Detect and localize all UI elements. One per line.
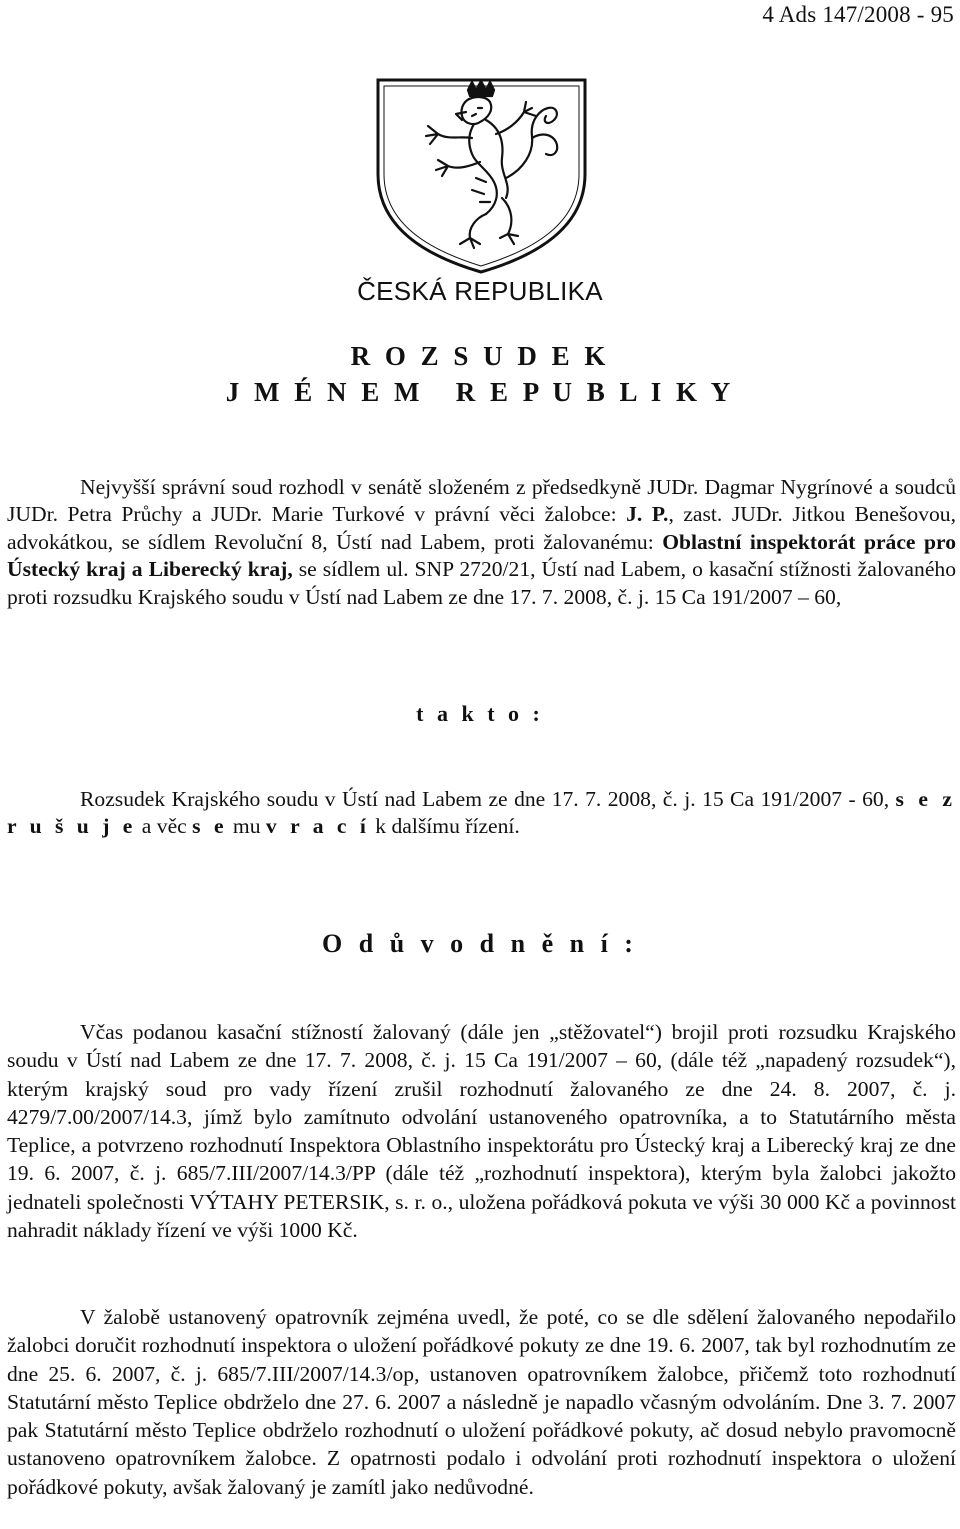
reasoning-paragraph-1: [7, 1018, 956, 1244]
ruling-text-3: mu: [227, 814, 266, 839]
plaintiff-name: J. P.: [626, 502, 669, 527]
ruling-text-1: Rozsudek Krajského soudu v Ústí nad Labem ze dne 17. 7. 2008, č. j. 15 Ca 191/2007 - 60,: [80, 787, 896, 811]
case-number: 4 Ads 147/2008 - 95: [762, 2, 954, 27]
ruling-paragraph: [7, 786, 956, 841]
intro-text-3: se sídlem ul. SNP 2720/21, Ústí nad Labem, o kasační stížnosti žalovaného proti rozsudku Krajského soudu v Ústí nad Labem ze dne 17. 7. 2008, č. j. 15 Ca 191/2007 – 60,: [7, 557, 956, 609]
reasoning-text-2: V žalobě ustanovený opatrovník zejména uvedl, že poté, co se dle sdělení žalovaného nepodařilo žalobci doručit rozhodnutí inspektora o uložení pořádkové pokuty ze dne 19. 6. 2007, tak byl rozhodnutím ze dne 25. 6. 2007, č. j. 685/7.III/2007/14.3/op, ustanoven opatrovníkem žalobce, přičemž toto rozhodnutí Statutární město Teplice obdrželo dne 27. 6. 2007 a následně je napadlo včasným odvoláním. Dne 3. 7. 2007 pak Statutární město Teplice obdrželo rozhodnutí o uložení pořádkové pokuty, ač dosud nebylo pravomocně ustanoveno opatrovníkem žalobce. Z opatrnosti podalo i odvolání proti rozhodnutí inspektora o uložení pořádkové pokuty, avšak žalovaný je zamítl jako nedůvodné.: [7, 1305, 956, 1499]
reasoning-heading: O d ů v o d n ě n í :: [322, 929, 638, 958]
defendant-name: Oblastní inspektorát práce pro Ústecký kraj a Liberecký kraj,: [7, 529, 956, 582]
ruling-keyword-annuls: s e z r u š u j e: [7, 787, 956, 839]
reasoning-text-1: Včas podanou kasační stížností žalovaný (dále jen „stěžovatel“) brojil proti rozsudku Krajského soudu v Ústí nad Labem ze dne 17. 7. 2008, č. j. 15 Ca 191/2007 – 60, (dále též „napadený rozsudek“), kterým krajský soud pro vady řízení zrušil rozhodnutí žalovaného ze dne 24. 8. 2007, č. j. 4279/7.00/2007/14.3, jímž bylo zamítnuto odvolání ustanoveného opatrovníka, a to Statutárního města Teplice, a potvrzeno rozhodnutí Inspektora Oblastního inspektorátu pro Ústecký kraj a Liberecký kraj ze dne 19. 6. 2007, č. j. 685/7.III/2007/14.3/PP (dále též „rozhodnutí inspektora), kterým byla žalobci jakožto jednateli společnosti VÝTAHY PETERSIK, s. r. o., uložena pořádková pokuta ve výši 30 000 Kč a povinnost nahradit náklady řízení ve výši 1000 Kč.: [7, 1020, 956, 1243]
intro-text-2: , zast. JUDr. Jitkou Benešovou, advokátkou, se sídlem Revoluční 8, Ústí nad Labem, proti žalovanému:: [7, 502, 956, 554]
in-name-of-republic: J M É N E M R E P U B L I K Y: [225, 377, 735, 407]
ruling-keyword-se: s e: [192, 814, 228, 839]
verdict-label: R O Z S U D E K: [350, 341, 610, 371]
intro-paragraph: [7, 474, 956, 611]
state-name: ČESKÁ REPUBLIKA: [357, 276, 603, 306]
ruling-text-4: k dalšímu řízení.: [369, 814, 520, 839]
ruling-heading: t a k t o :: [416, 701, 544, 726]
verdict-title: [0, 338, 960, 410]
reasoning-paragraph-2: [7, 1303, 956, 1501]
coat-of-arms-icon: [376, 78, 587, 274]
ruling-keyword-returns: v r a c í: [265, 814, 370, 839]
lion-icon: [426, 81, 557, 248]
ruling-text-2: a věc: [136, 814, 193, 839]
intro-text-1: Nejvyšší správní soud rozhodl v senátě složeném z předsedkyně JUDr. Dagmar Nygrínové a soudců JUDr. Petra Průchy a JUDr. Marie Turkové v právní věci žalobce:: [7, 475, 956, 527]
